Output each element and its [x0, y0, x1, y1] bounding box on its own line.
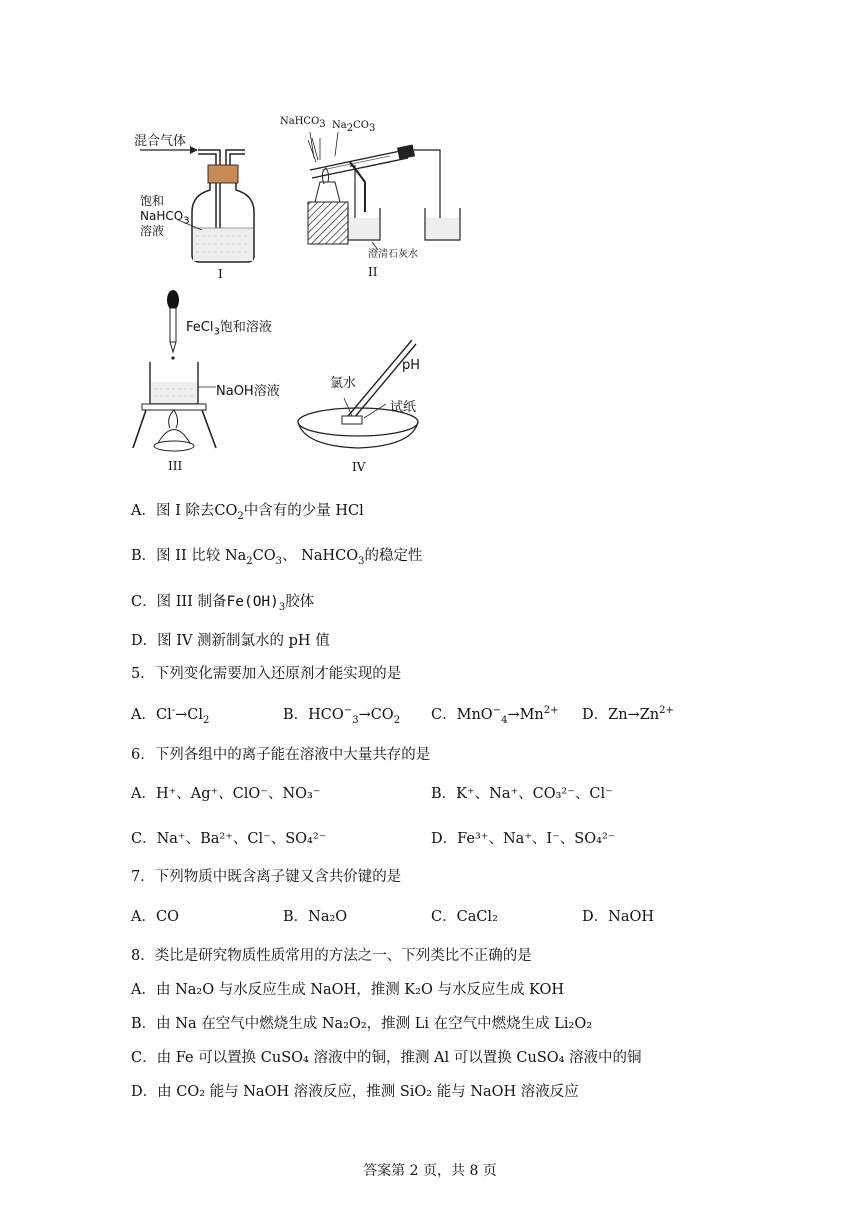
- naoh-label: NaOH溶液: [216, 384, 280, 399]
- figure-4-caption: IV: [352, 460, 366, 474]
- q7-option-b: B．Na₂O: [283, 909, 348, 925]
- figure-3: [128, 288, 298, 478]
- q6-stem: 6．下列各组中的离子能在溶液中大量共存的是: [131, 747, 431, 763]
- q4-option-a: A．图 I 除去$CO_2$中含有的少量 HCl: [131, 503, 364, 522]
- fecl3-label: FeCl$_3$饱和溶液: [186, 320, 272, 338]
- q8-option-a: A．由 Na₂O 与水反应生成 NaOH，推测 K₂O 与水反应生成 KOH: [131, 982, 565, 998]
- figure-2-caption: II: [368, 265, 378, 279]
- figure-2: [280, 112, 480, 282]
- figure-1: [130, 120, 270, 285]
- limewater-label: 澄清石灰水: [368, 249, 418, 260]
- q6-option-a: A．H⁺、Ag⁺、ClO⁻、NO₃⁻: [131, 786, 321, 802]
- q6-option-c: C．Na⁺、Ba²⁺、Cl⁻、SO₄²⁻: [131, 831, 327, 847]
- q6-option-d: D．Fe³⁺、Na⁺、I⁻、SO₄²⁻: [431, 831, 616, 847]
- figure-1-caption: I: [218, 267, 223, 281]
- q8-stem: 8．类比是研究物质性质常用的方法之一、下列类比不正确的是: [131, 948, 532, 964]
- gas-label: 混合气体: [134, 134, 187, 149]
- solution-label: 饱和 NaHCO$_3$ 溶液: [140, 194, 190, 238]
- q8-option-c: C．由 Fe 可以置换 CuSO₄ 溶液中的铜，推测 Al 可以置换 CuSO₄ 溶液中的铜: [131, 1050, 642, 1066]
- chlorine-water-label: 氯水: [330, 376, 357, 391]
- q5-option-b: B．$HCO^-_3\to CO_2$: [283, 705, 401, 726]
- q5-option-d: D．$Zn\to Zn^{2+}$: [582, 705, 674, 723]
- q5-option-c: C．$MnO^-_4\to Mn^{2+}$: [431, 705, 559, 726]
- ph-test-diagram: [290, 330, 460, 480]
- ph-label: pH: [402, 358, 421, 373]
- figure-3-caption: III: [168, 459, 183, 473]
- na2co3-label: $Na_2CO_3$: [332, 120, 376, 134]
- q7-option-d: D．NaOH: [582, 909, 654, 925]
- q5-option-a: A．$Cl^-\to Cl_2$: [131, 705, 210, 726]
- nahco3-label: NaHCO$_3$: [280, 116, 326, 130]
- q8-option-b: B．由 Na 在空气中燃烧生成 Na₂O₂，推测 Li 在空气中燃烧生成 Li₂O₂: [131, 1016, 593, 1032]
- figure-4: [290, 330, 460, 480]
- q4-option-b: B．图 II 比较 $Na_2CO_3$、 NaHCO$_3$的稳定性: [131, 548, 423, 567]
- q7-option-c: C．CaCl₂: [431, 909, 498, 925]
- q4-option-d: D．图 IV 测新制氯水的 pH 值: [131, 633, 330, 649]
- q7-stem: 7．下列物质中既含离子键又含共价键的是: [131, 869, 402, 885]
- q5-stem: 5．下列变化需要加入还原剂才能实现的是: [131, 666, 402, 682]
- q4-option-c: C．图 III 制备$Fe(OH)_3$胶体: [131, 594, 315, 613]
- q8-option-d: D．由 CO₂ 能与 NaOH 溶液反应，推测 SiO₂ 能与 NaOH 溶液反应: [131, 1084, 579, 1100]
- test-paper-label: 试纸: [390, 400, 417, 415]
- page-footer: 答案第 2 页，共 8 页: [363, 1163, 497, 1179]
- q7-option-a: A．CO: [131, 909, 179, 925]
- q6-option-b: B．K⁺、Na⁺、CO₃²⁻、Cl⁻: [431, 786, 613, 802]
